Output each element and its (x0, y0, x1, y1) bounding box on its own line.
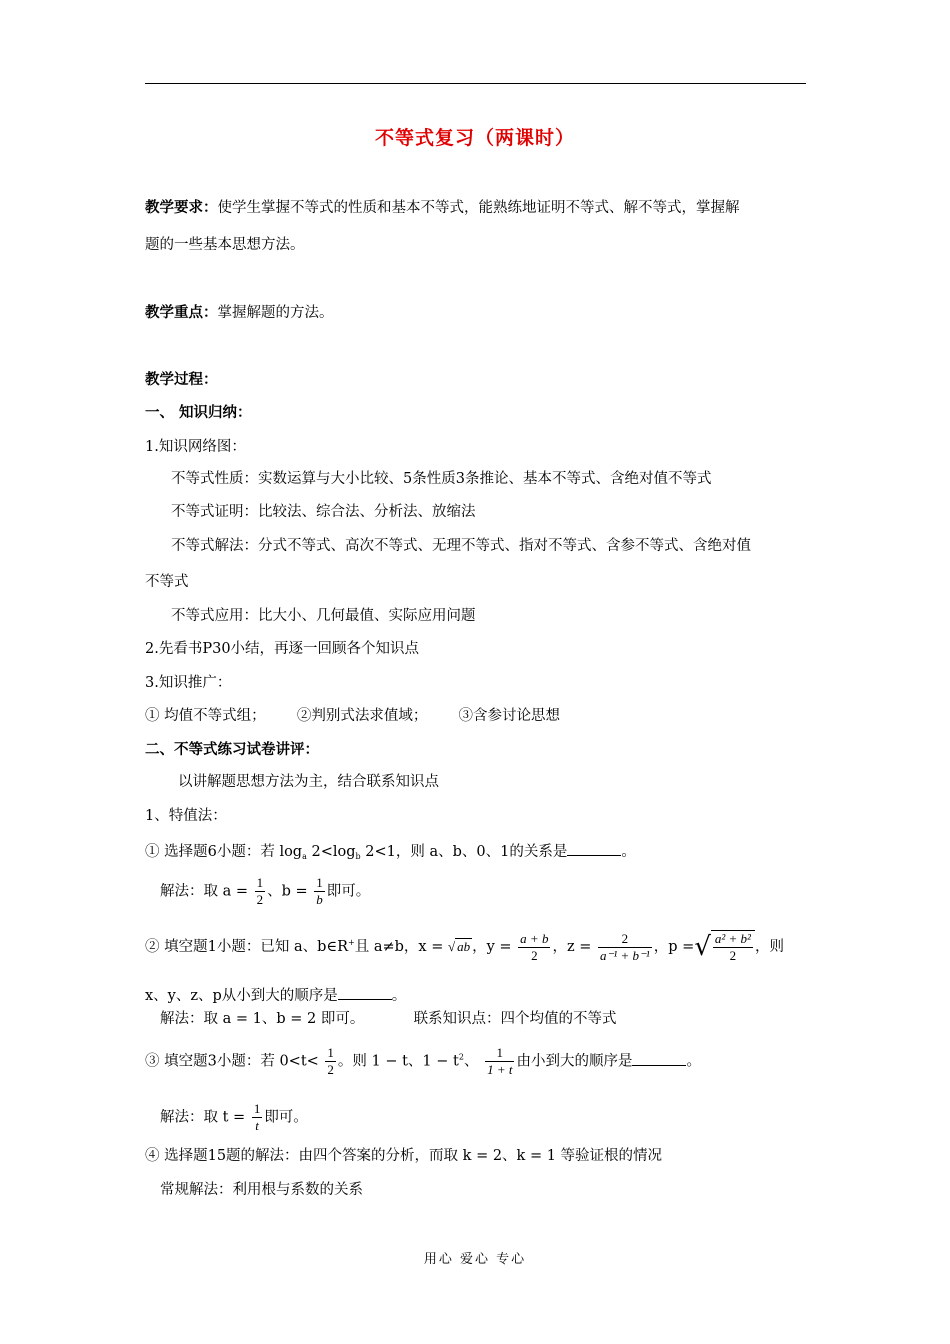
inequality-properties: 不等式性质：实数运算与大小比较、5条性质3条推论、基本不等式、含绝对值不等式 (171, 471, 712, 487)
sqrt-ab: √ ab (447, 939, 471, 954)
related-knowledge: 联系知识点：四个均值的不等式 (413, 1011, 617, 1027)
requirements-label: 教学要求： (145, 200, 218, 216)
focus-label: 教学重点： (145, 305, 218, 321)
answer-blank (632, 1051, 686, 1066)
teaching-focus (145, 303, 334, 323)
fraction-quadratic-mean: $\frac{\text{a² + b²}}{2}$ (714, 931, 751, 963)
focus-text: 掌握解题的方法。 (217, 305, 334, 321)
solution-1: 解法：取 a = $\frac{1}{2}$ 、b = $\frac{1}{b}$ 即可。 (160, 875, 371, 907)
extension-discriminant: ②判别式法求值域； (296, 708, 428, 724)
review-summary-item: 2.先看书P30小结，再逐一回顾各个知识点 (145, 641, 420, 657)
requirements-continued: 题的一些基本思想方法。 (145, 237, 305, 253)
extension-parameter: ③含参讨论思想 (458, 708, 561, 724)
page-footer: 用心 爱心 专心 (423, 1252, 527, 1267)
header-rule (145, 83, 806, 84)
question-3: ③ 填空题3小题：若 0<t< $\frac{1}{2}$ 。则 1 − t、$1 - t^2$、 $\frac{1}{1 + t}$ 由小到大的顺序是 。 (145, 1045, 701, 1077)
extension-mean-inequality: ① 均值不等式组； (145, 708, 266, 724)
solution-2: 解法：取 a = 1、b = 2 即可。 联系知识点：四个均值的不等式 (160, 1011, 617, 1027)
sqrt-sign: √ (694, 932, 711, 962)
fraction-one-over-one-plus-t: $\frac{1}{1 + t}$ (487, 1045, 513, 1077)
section-1-heading: 一、 知识归纳： (145, 405, 252, 421)
question-2-continued: x、y、z、p从小到大的顺序是 。 (145, 985, 406, 1006)
answer-blank (567, 841, 621, 856)
inequality-solving: 不等式解法：分式不等式、高次不等式、无理不等式、指对不等式、含参不等式、含绝对值 (171, 538, 751, 554)
knowledge-extension-item: 3.知识推广： (145, 675, 232, 691)
section-2-intro: 以讲解题思想方法为主，结合联系知识点 (178, 774, 439, 790)
inequality-proof: 不等式证明：比较法、综合法、分析法、放缩法 (171, 504, 476, 520)
fraction-harmonic-mean: $\frac{2}{\text{a⁻¹ + b⁻¹}}$ (599, 930, 650, 963)
question-1: ① 选择题6小题：若 $\log_a 2<\log_b$ 2<1，则 a、b、0、1的关系是 。 (145, 841, 636, 867)
inequality-application: 不等式应用：比大小、几何最值、实际应用问题 (171, 608, 476, 624)
fraction-one-half: $\frac{1}{2}$ (327, 1045, 334, 1077)
page-title: 不等式复习（两课时） (374, 127, 575, 149)
teaching-requirements (145, 198, 740, 218)
question-4: ④ 选择题15题的解法：由四个答案的分析，而取 k = 2、k = 1 等验证根的情况 (145, 1148, 663, 1164)
extension-list (145, 706, 560, 726)
fraction-arithmetic-mean: $\frac{a + b}{2}$ (520, 930, 549, 963)
knowledge-map-item: 1.知识网络图： (145, 439, 246, 455)
fraction-one-half: $\frac{1}{2}$ (256, 875, 264, 907)
method-special-value: 1、特值法： (145, 808, 227, 824)
quadratic-mean-radicand (711, 930, 755, 964)
solution-4: 常规解法：利用根与系数的关系 (160, 1182, 363, 1198)
process-label: 教学过程： (145, 372, 218, 388)
solution-3: 解法：取 t = $\frac{1}{t}$ 即可。 (160, 1101, 308, 1133)
fraction-one-over-b: $\frac{1}{b}$ (316, 875, 323, 907)
requirements-text: 使学生掌握不等式的性质和基本不等式，能熟练地证明不等式、解不等式，掌握解 (217, 200, 740, 216)
answer-blank (338, 985, 392, 1000)
section-2-heading: 二、不等式练习试卷讲评： (145, 742, 319, 758)
fraction-one-over-t: $\frac{1}{t}$ (253, 1101, 261, 1133)
inequality-solving-continued: 不等式 (145, 574, 189, 590)
question-2: ② 填空题1小题：已知 a、b∈R+且 a≠b，x = √ ab ，y = $\frac{a + b}{2}$ ，z = $\frac{2}{\text{a⁻¹ + b⁻¹}}$ ，p =√ $\frac{\text{a² + b²}}{2}$ ，则 (145, 930, 784, 963)
